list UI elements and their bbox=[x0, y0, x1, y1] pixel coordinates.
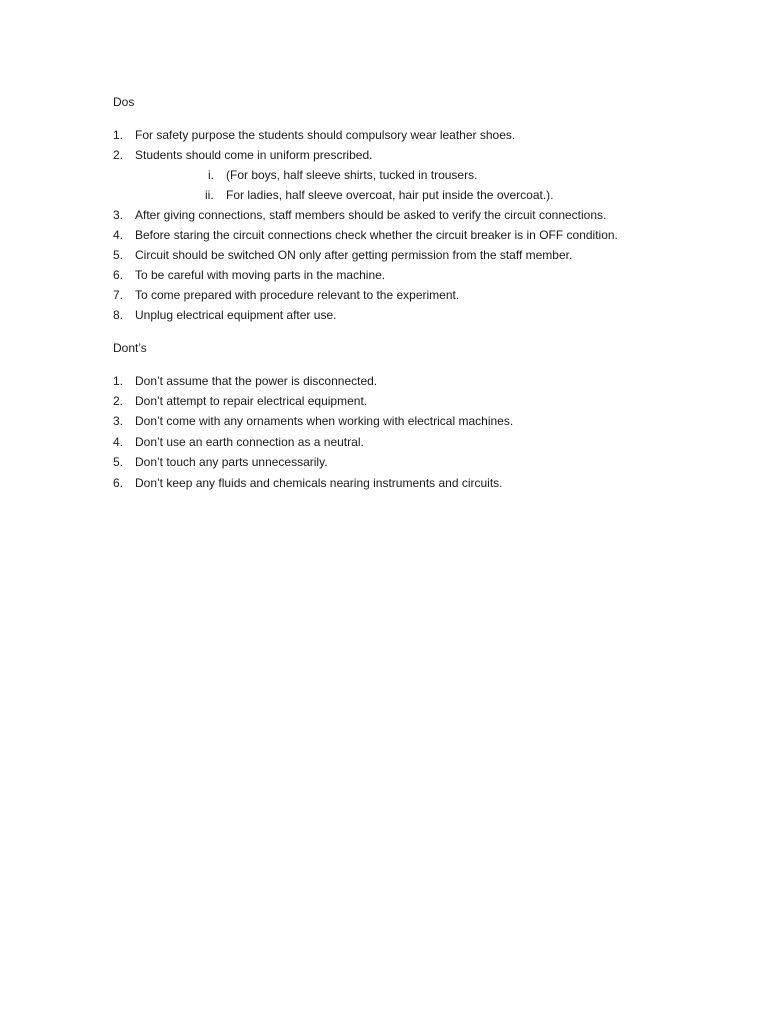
dos-item-4 bbox=[113, 228, 618, 242]
dos-item-text: Circuit should be switched ON only after getting permission from the staff member. bbox=[135, 248, 573, 262]
donts-item-number: 6. bbox=[113, 476, 124, 490]
dos-item-text: To come prepared with procedure relevant to the experiment. bbox=[135, 288, 460, 302]
dos-subitem-number: ii. bbox=[205, 188, 214, 202]
dos-item-text: After giving connections, staff members should be asked to verify the circuit connections. bbox=[135, 208, 607, 222]
dos-item-5 bbox=[113, 248, 572, 262]
dos-subitem-ii bbox=[205, 188, 554, 202]
donts-item-number: 4. bbox=[113, 435, 124, 449]
dos-item-text: For safety purpose the students should compulsory wear leather shoes. bbox=[135, 128, 516, 142]
donts-item-text: Don’t assume that the power is disconnected. bbox=[135, 374, 378, 388]
dos-item-text: Unplug electrical equipment after use. bbox=[135, 308, 337, 322]
donts-item-number: 2. bbox=[113, 394, 124, 408]
dos-item-2 bbox=[113, 148, 372, 162]
dos-item-text: Students should come in uniform prescribed. bbox=[135, 148, 373, 162]
dos-heading: Dos bbox=[113, 95, 135, 109]
dos-item-1 bbox=[113, 128, 515, 142]
dos-item-number: 1. bbox=[113, 128, 124, 142]
donts-item-number: 5. bbox=[113, 455, 124, 469]
donts-item-text: Don’t touch any parts unnecessarily. bbox=[135, 455, 328, 469]
donts-heading: Dont’s bbox=[113, 341, 147, 355]
dos-subitem-i bbox=[205, 168, 477, 182]
dos-item-number: 2. bbox=[113, 148, 124, 162]
dos-subitem-number: i. bbox=[208, 168, 214, 182]
donts-item-5 bbox=[113, 455, 328, 469]
dos-item-3 bbox=[113, 208, 606, 222]
dos-item-7 bbox=[113, 288, 459, 302]
dos-item-6 bbox=[113, 268, 385, 282]
dos-item-number: 6. bbox=[113, 268, 124, 282]
donts-item-number: 1. bbox=[113, 374, 124, 388]
donts-item-2 bbox=[113, 394, 367, 408]
dos-item-text: Before staring the circuit connections check whether the circuit breaker is in OFF condition. bbox=[135, 228, 618, 242]
donts-item-1 bbox=[113, 374, 377, 388]
dos-item-number: 3. bbox=[113, 208, 124, 222]
dos-subitem-text: For ladies, half sleeve overcoat, hair put inside the overcoat.). bbox=[226, 188, 554, 202]
dos-item-number: 8. bbox=[113, 308, 124, 322]
donts-item-text: Don’t attempt to repair electrical equipment. bbox=[135, 394, 368, 408]
donts-item-text: Don’t use an earth connection as a neutral. bbox=[135, 435, 364, 449]
donts-item-text: Don’t come with any ornaments when working with electrical machines. bbox=[135, 414, 514, 428]
donts-item-4 bbox=[113, 435, 364, 449]
donts-item-6 bbox=[113, 476, 503, 490]
donts-item-text: Don’t keep any fluids and chemicals nearing instruments and circuits. bbox=[135, 476, 503, 490]
donts-item-3 bbox=[113, 414, 513, 428]
donts-item-number: 3. bbox=[113, 414, 124, 428]
dos-item-text: To be careful with moving parts in the machine. bbox=[135, 268, 386, 282]
dos-item-number: 4. bbox=[113, 228, 124, 242]
dos-subitem-text: (For boys, half sleeve shirts, tucked in trousers. bbox=[226, 168, 478, 182]
dos-item-number: 7. bbox=[113, 288, 124, 302]
dos-item-number: 5. bbox=[113, 248, 124, 262]
dos-item-8 bbox=[113, 308, 336, 322]
